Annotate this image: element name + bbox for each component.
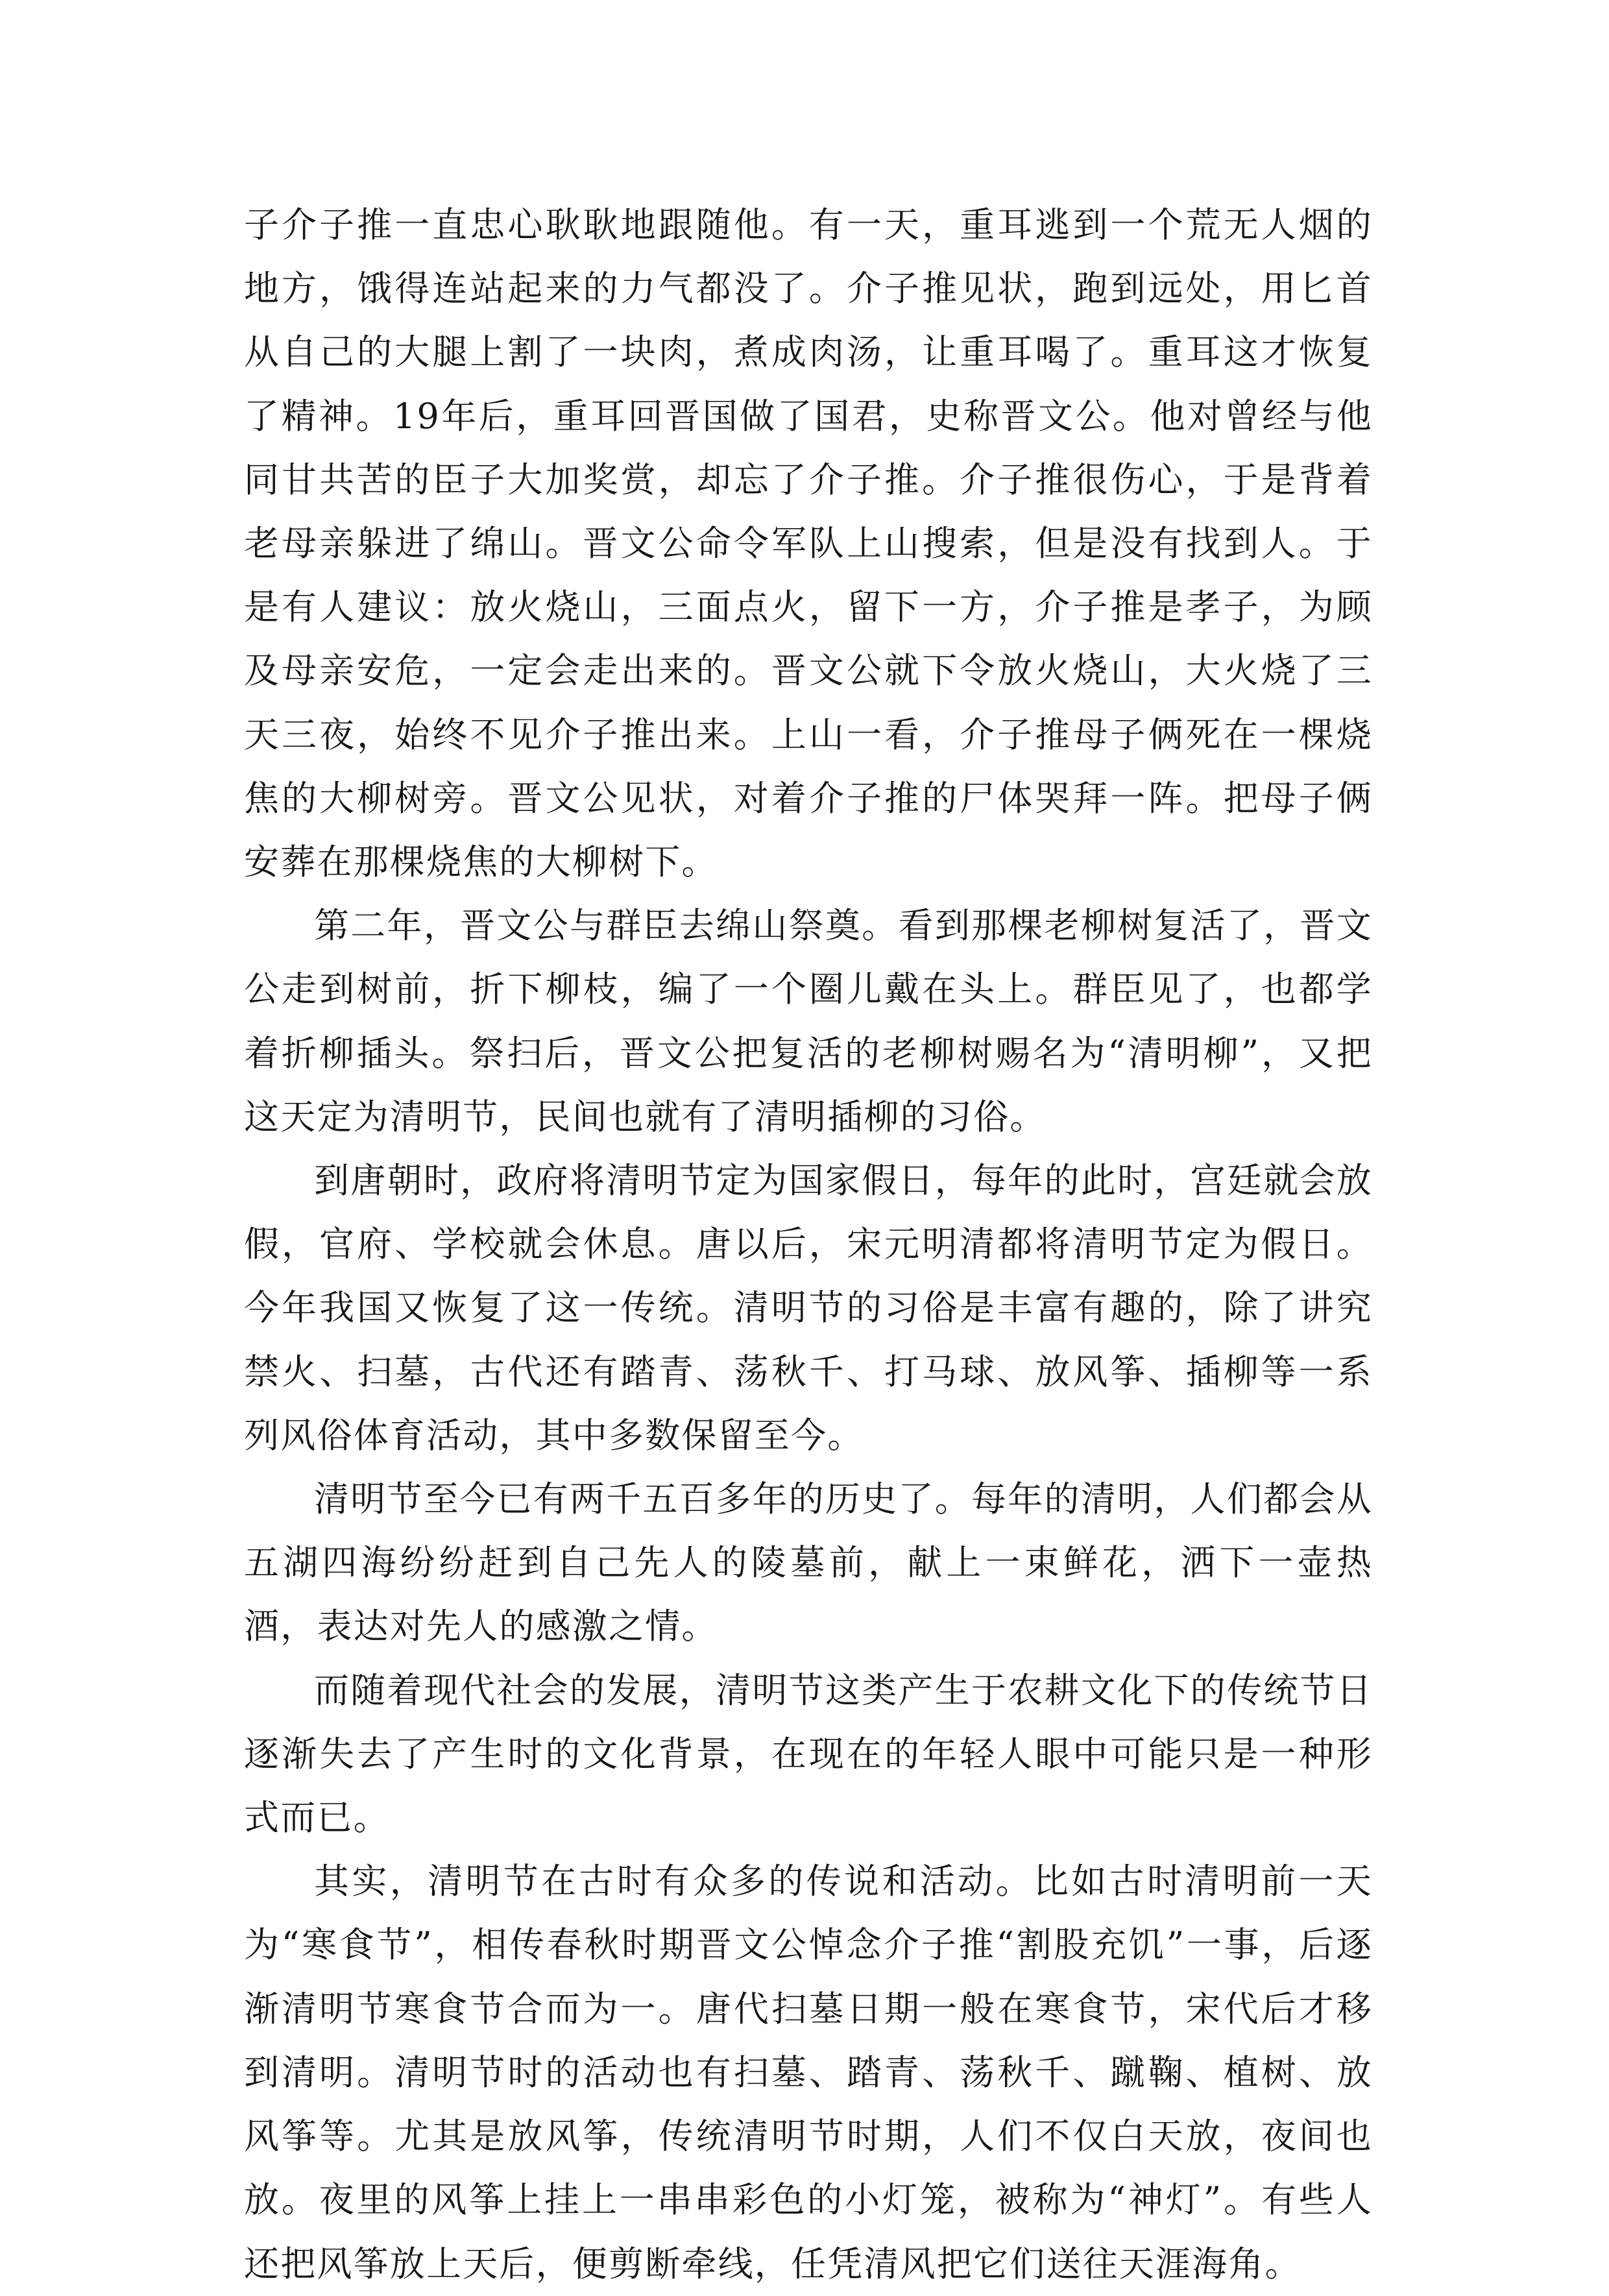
paragraph-tang-dynasty: 到唐朝时，政府将清明节定为国家假日，每年的此时，宫廷就会放假，官府、学校就会休息。唐以后，宋元明清都将清明节定为假日。今年我国又恢复了这一传统。清明节的习俗是丰富有趣的，除了讲究禁火、扫墓，古代还有踏青、荡秋千、打马球、放风筝、插柳等一系列风俗体育活动，其中多数保留至今。 xyxy=(244,1160,1373,1456)
paragraph-ancient-customs: 其实，清明节在古时有众多的传说和活动。比如古时清明前一天为“寒食节”，相传春秋时期晋文公悼念介子推“割股充饥”一事，后逐渐清明节寒食节合而为一。唐代扫墓日期一般在寒食节，宋代后才移到清明。清明节时的活动也有扫墓、踏青、荡秋千、蹴鞠、植树、放风筝等。尤其是放风筝，传统清明节时期，人们不仅白天放，夜间也放。夜里的风筝上挂上一串串彩色的小灯笼，被称为“神灯”。有些人还把风筝放上天后，便剪断牵线，任凭清风把它们送往天涯海角。 xyxy=(244,1861,1373,2284)
paragraph-history: 清明节至今已有两千五百多年的历史了。每年的清明，人们都会从五湖四海纷纷赶到自己先人的陵墓前，献上一束鲜花，洒下一壶热酒，表达对先人的感激之情。 xyxy=(244,1479,1373,1647)
paragraph-second-year: 第二年，晋文公与群臣去绵山祭奠。看到那棵老柳树复活了，晋文公走到树前，折下柳枝，编了一个圈儿戴在头上。群臣见了，也都学着折柳插头。祭扫后，晋文公把复活的老柳树赐名为“清明柳”，又把这天定为清明节，民间也就有了清明插柳的习俗。 xyxy=(244,905,1373,1137)
paragraph-continued-story: 子介子推一直忠心耿耿地跟随他。有一天，重耳逃到一个荒无人烟的地方，饿得连站起来的力气都没了。介子推见状，跑到远处，用匕首从自己的大腿上割了一块肉，煮成肉汤，让重耳喝了。重耳这才恢复了精神。19年后，重耳回晋国做了国君，史称晋文公。他对曾经与他同甘共苦的臣子大加奖赏，却忘了介子推。介子推很伤心，于是背着老母亲躲进了绵山。晋文公命令军队上山搜索，但是没有找到人。于是有人建议：放火烧山，三面点火，留下一方，介子推是孝子，为顾及母亲安危，一定会走出来的。晋文公就下令放火烧山，大火烧了三天三夜，始终不见介子推出来。上山一看，介子推母子俩死在一棵烧焦的大柳树旁。晋文公见状，对着介子推的尸体哭拜一阵。把母子俩安葬在那棵烧焦的大柳树下。 xyxy=(244,204,1373,883)
document-body xyxy=(244,193,1373,2296)
paragraph-modern-society: 而随着现代社会的发展，清明节这类产生于农耕文化下的传统节日逐渐失去了产生时的文化背景，在现在的年轻人眼中可能只是一种形式而已。 xyxy=(244,1669,1373,1839)
